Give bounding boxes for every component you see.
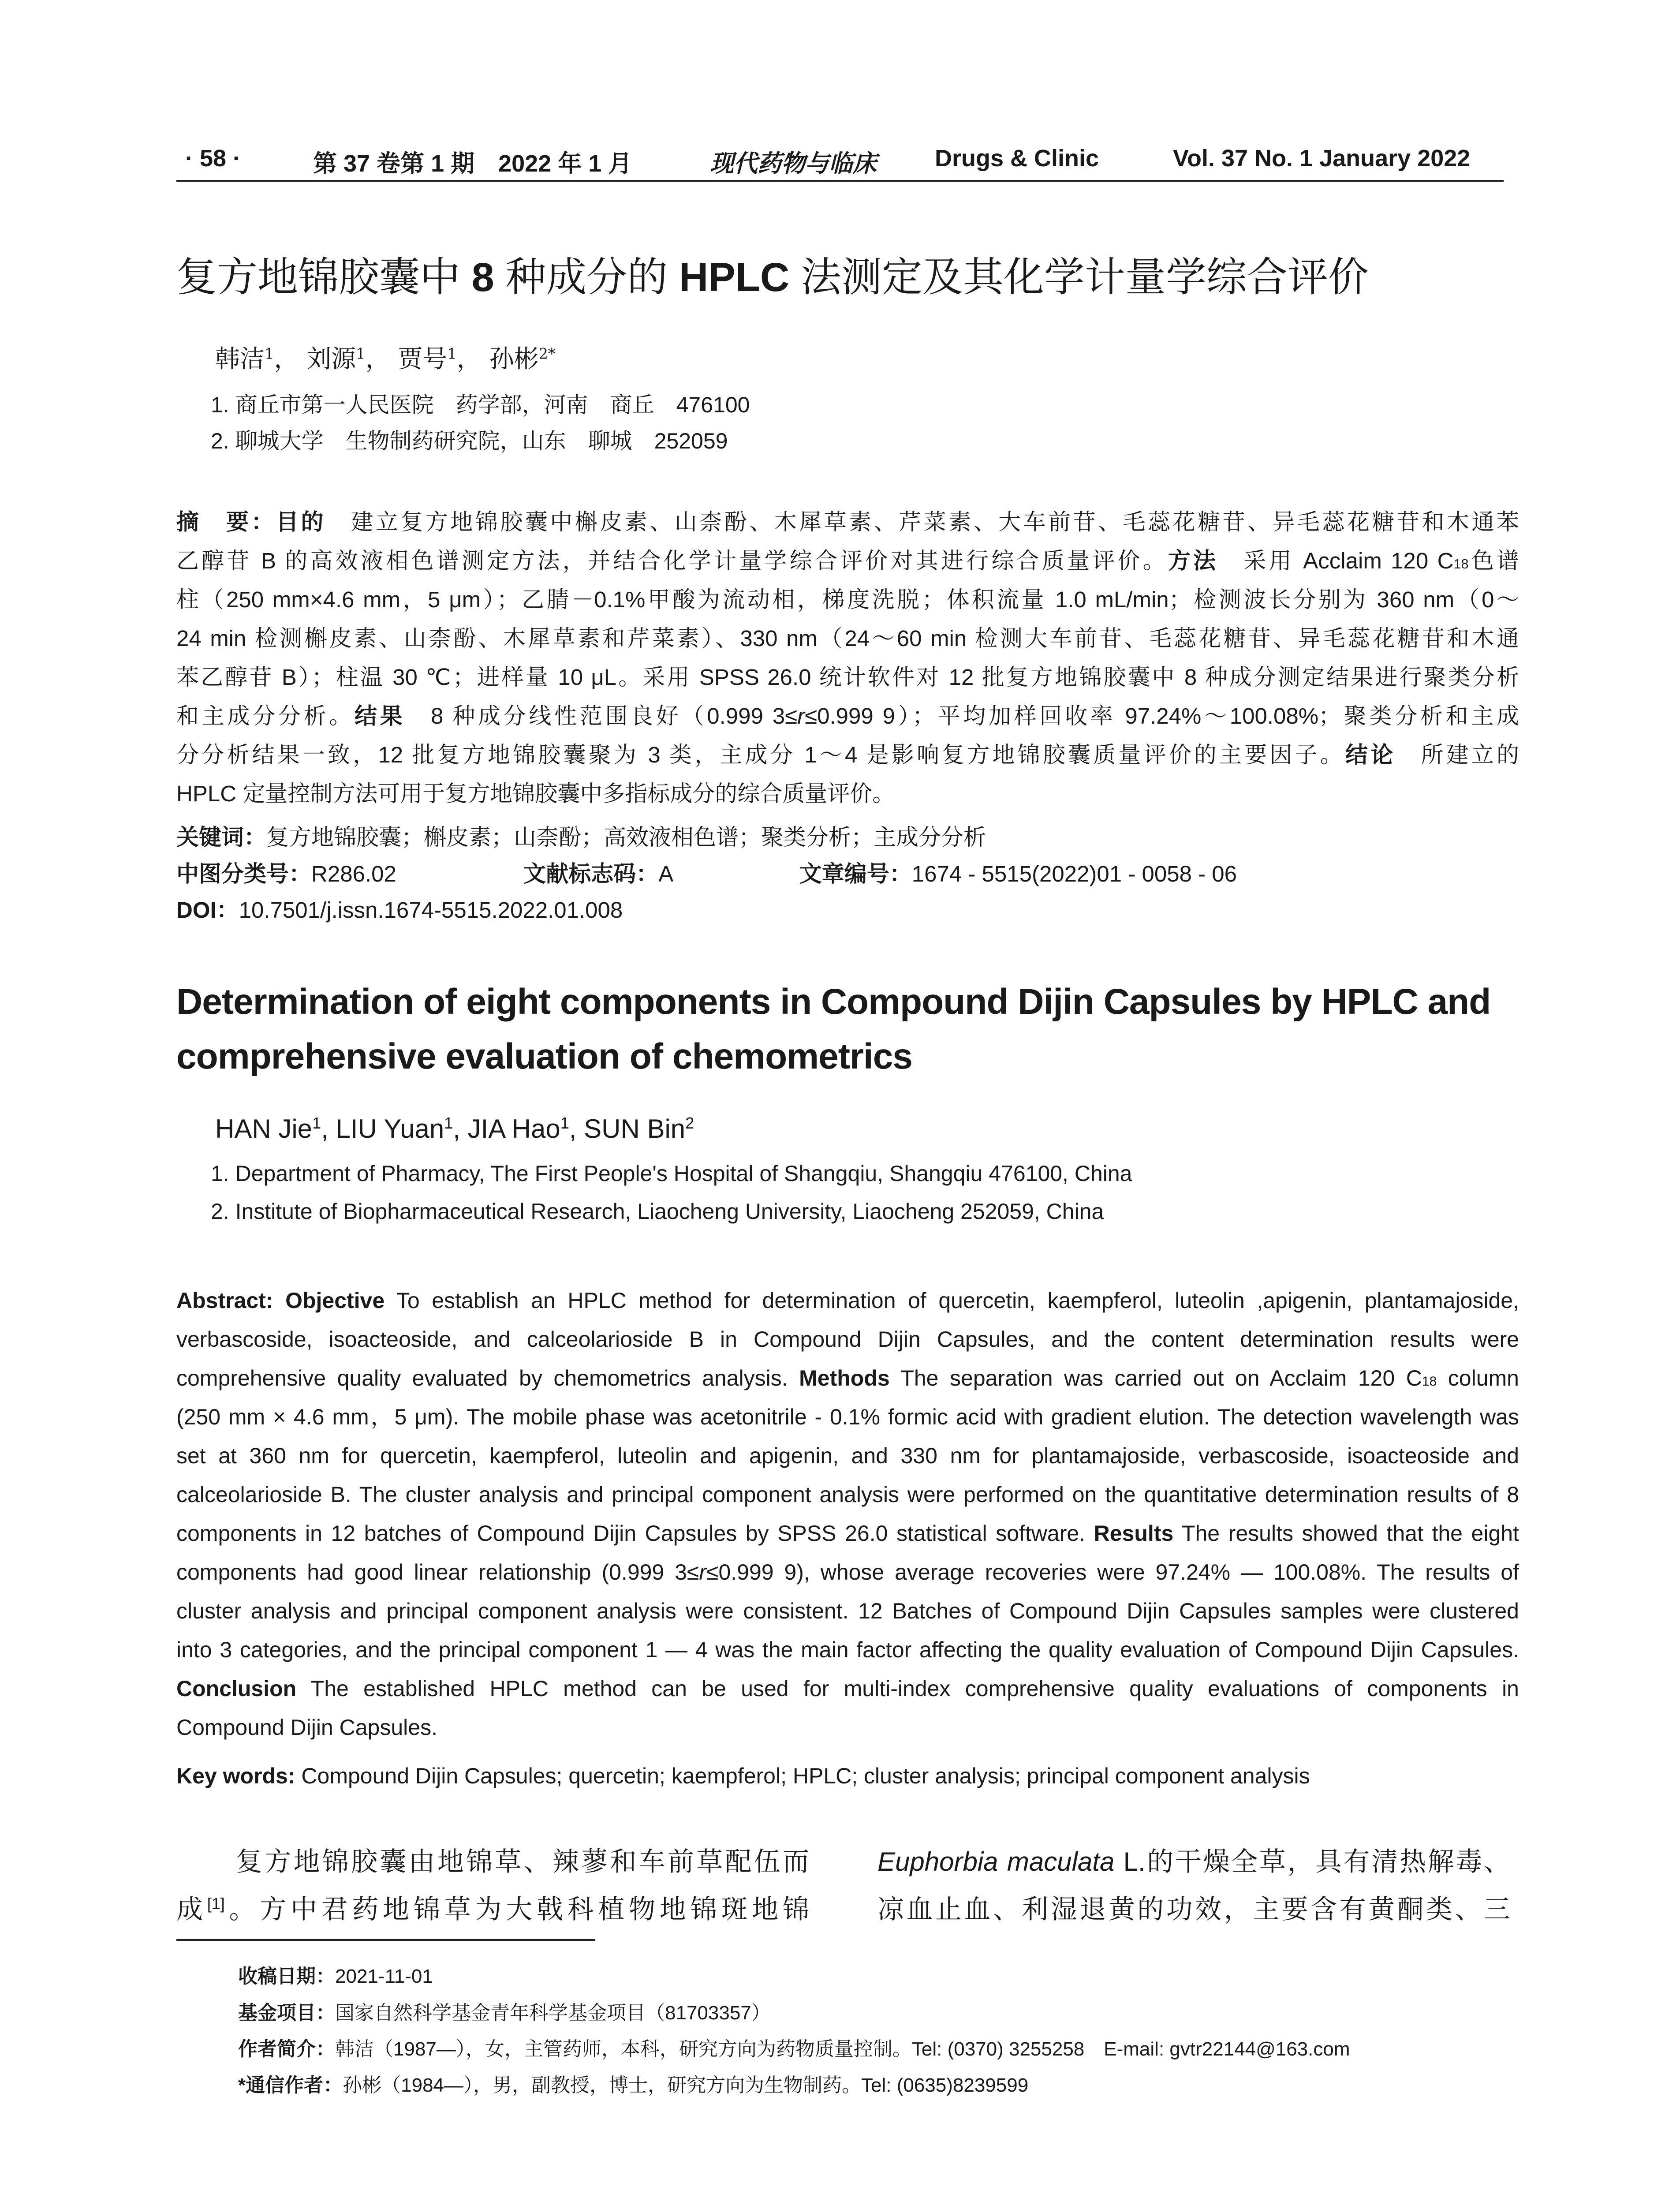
english-keywords: Key words: Compound Dijin Capsules; quercetin; kaempferol; HPLC; cluster analysis; principal component analysis <box>176 1764 1310 1788</box>
english-affiliation-1: 1. Department of Pharmacy, The First People's Hospital of Shangqiu, Shangqiu 476100, China <box>211 1161 1132 1186</box>
abstract-line: components in 12 batches of Compound Dijin Capsules by SPSS 26.0 statistical software. Results The results showed that the eight <box>176 1521 1519 1546</box>
chinese-affiliation-2: 2. 聊城大学 生物制药研究院，山东 聊城 252059 <box>211 429 728 453</box>
abstract-line: verbascoside, isoacteoside, and calceolarioside B in Compound Dijin Capsules, and the content determination results were <box>176 1327 1519 1352</box>
body-right-column <box>877 1838 1510 1933</box>
abstract-line: 乙醇苷 B 的高效液相色谱测定方法，并结合化学计量学综合评价对其进行综合质量评价。方法 采用 Acclaim 120 C18色谱 <box>176 548 1519 573</box>
footnote-fund: 基金项目：国家自然科学基金青年科学基金项目（81703357） <box>238 2002 771 2024</box>
abstract-line: 柱（250 mm×4.6 mm，5 μm）；乙腈－0.1%甲酸为流动相，梯度洗脱；体积流量 1.0 mL/min；检测波长分别为 360 nm（0～ <box>176 587 1519 612</box>
journal-name-cn: 现代药物与临床 <box>710 149 877 177</box>
abstract-line: into 3 categories, and the principal component 1 — 4 was the main factor affecting the quality evaluation of Compound Dijin Capsules. <box>176 1637 1519 1662</box>
footnote-received: 收稿日期：2021-11-01 <box>238 1966 433 1987</box>
english-authors: HAN Jie$^1$, LIU Yuan$^1$, JIA Hao$^1$, SUN Bin$^2$ <box>215 1114 694 1144</box>
chinese-affiliation-1: 1. 商丘市第一人民医院 药学部，河南 商丘 476100 <box>211 392 750 417</box>
page-number: · 58 · <box>185 145 241 172</box>
english-abstract <box>176 1281 1519 1747</box>
abstract-line: 和主成分分析。结果 8 种成分线性范围良好（0.999 3≤r≤0.999 9）；平均加样回收率 97.24%～100.08%；聚类分析和主成 <box>176 703 1519 729</box>
footnote-divider <box>176 1939 595 1941</box>
abstract-line: components had good linear relationship (0.999 3≤r≤0.999 9), whose average recoveries were 97.24% — 100.08%. The results of <box>176 1560 1519 1585</box>
abstract-line: set at 360 nm for quercetin, kaempferol, luteolin and apigenin, and 330 nm for plantamajoside, verbascoside, isoacteoside and <box>176 1443 1519 1468</box>
body-line: Euphorbia maculata L.的干燥全草，具有清热解毒、 <box>877 1847 1510 1876</box>
journal-name-en: Drugs & Clinic <box>935 145 1099 172</box>
english-title: Determination of eight components in Compound Dijin Capsules by HPLC and comprehensive evaluation of chemometrics <box>176 982 1491 1076</box>
abstract-line: cluster analysis and principal component analysis were consistent. 12 Batches of Compound Dijin Capsules samples were clustered <box>176 1599 1519 1623</box>
abstract-line: HPLC 定量控制方法可用于复方地锦胶囊中多指标成分的综合质量评价。 <box>176 781 895 806</box>
abstract-line: 苯乙醇苷 B）；柱温 30 ℃；进样量 10 μL。采用 SPSS 26.0 统计软件对 12 批复方地锦胶囊中 8 种成分测定结果进行聚类分析 <box>176 665 1519 690</box>
chinese-authors: 韩洁$^1$， 刘源$^1$， 贾号$^1$， 孙彬$^{2*}$ <box>215 345 556 374</box>
body-line: 成[1]。方中君药地锦草为大戟科植物地锦斑地锦 <box>176 1895 809 1924</box>
body-line: 复方地锦胶囊由地锦草、辣蓼和车前草配伍而 <box>236 1847 809 1876</box>
abstract-line: Abstract: Objective To establish an HPLC method for determination of quercetin, kaempferol, luteolin ,apigenin, plantamajoside, <box>176 1288 1519 1313</box>
classification-line: 中图分类号：R286.02 文献标志码：A 文章编号：1674 - 5515(2022)01 - 0058 - 06 <box>176 861 1237 886</box>
body-left-column <box>176 1838 809 1933</box>
abstract-line: Compound Dijin Capsules. <box>176 1715 437 1740</box>
footnote-author: 作者简介：韩洁（1987—），女，主管药师，本科，研究方向为药物质量控制。Tel: (0370) 3255258 E-mail: gvtr22144@163.com <box>238 2038 1350 2060</box>
doi-line: DOI：10.7501/j.issn.1674-5515.2022.01.008 <box>176 897 623 923</box>
abstract-line: (250 mm × 4.6 mm，5 μm). The mobile phase was acetonitrile - 0.1% formic acid with gradient elution. The detection wavelength was <box>176 1405 1519 1429</box>
abstract-line: 分分析结果一致，12 批复方地锦胶囊聚为 3 类，主成分 1～4 是影响复方地锦胶囊质量评价的主要因子。结论 所建立的 <box>176 742 1519 767</box>
abstract-line: comprehensive quality evaluated by chemometrics analysis. Methods The separation was carried out on Acclaim 120 C18 column <box>176 1366 1519 1390</box>
abstract-line: Conclusion The established HPLC method can be used for multi-index comprehensive quality evaluations of components in <box>176 1676 1519 1701</box>
issue-en: Vol. 37 No. 1 January 2022 <box>1173 145 1471 172</box>
footnote-corresponding: *通信作者：孙彬（1984—），男，副教授，博士，研究方向为生物制药。Tel: (0635)8239599 <box>238 2074 1029 2096</box>
issue-cn: 第 37 卷第 1 期 2022 年 1 月 <box>313 150 632 177</box>
abstract-line: 24 min 检测槲皮素、山柰酚、木犀草素和芹菜素）、330 nm（24～60 min 检测大车前苷、毛蕊花糖苷、异毛蕊花糖苷和木通 <box>176 626 1519 651</box>
abstract-line: calceolarioside B. The cluster analysis and principal component analysis were performed on the quantitative determination results of 8 <box>176 1482 1519 1507</box>
body-line: 凉血止血、利湿退黄的功效，主要含有黄酮类、三 <box>877 1895 1510 1924</box>
chinese-title: 复方地锦胶囊中 8 种成分的 HPLC 法测定及其化学计量学综合评价 <box>176 255 1369 300</box>
chinese-abstract <box>176 503 1519 813</box>
abstract-line: 摘 要：目的 建立复方地锦胶囊中槲皮素、山柰酚、木犀草素、芹菜素、大车前苷、毛蕊花糖苷、异毛蕊花糖苷和木通苯 <box>176 509 1519 534</box>
chinese-keywords: 关键词：复方地锦胶囊；槲皮素；山柰酚；高效液相色谱；聚类分析；主成分分析 <box>176 825 986 850</box>
running-header <box>176 140 1504 182</box>
english-affiliation-2: 2. Institute of Biopharmaceutical Research, Liaocheng University, Liaocheng 252059, China <box>211 1199 1104 1224</box>
